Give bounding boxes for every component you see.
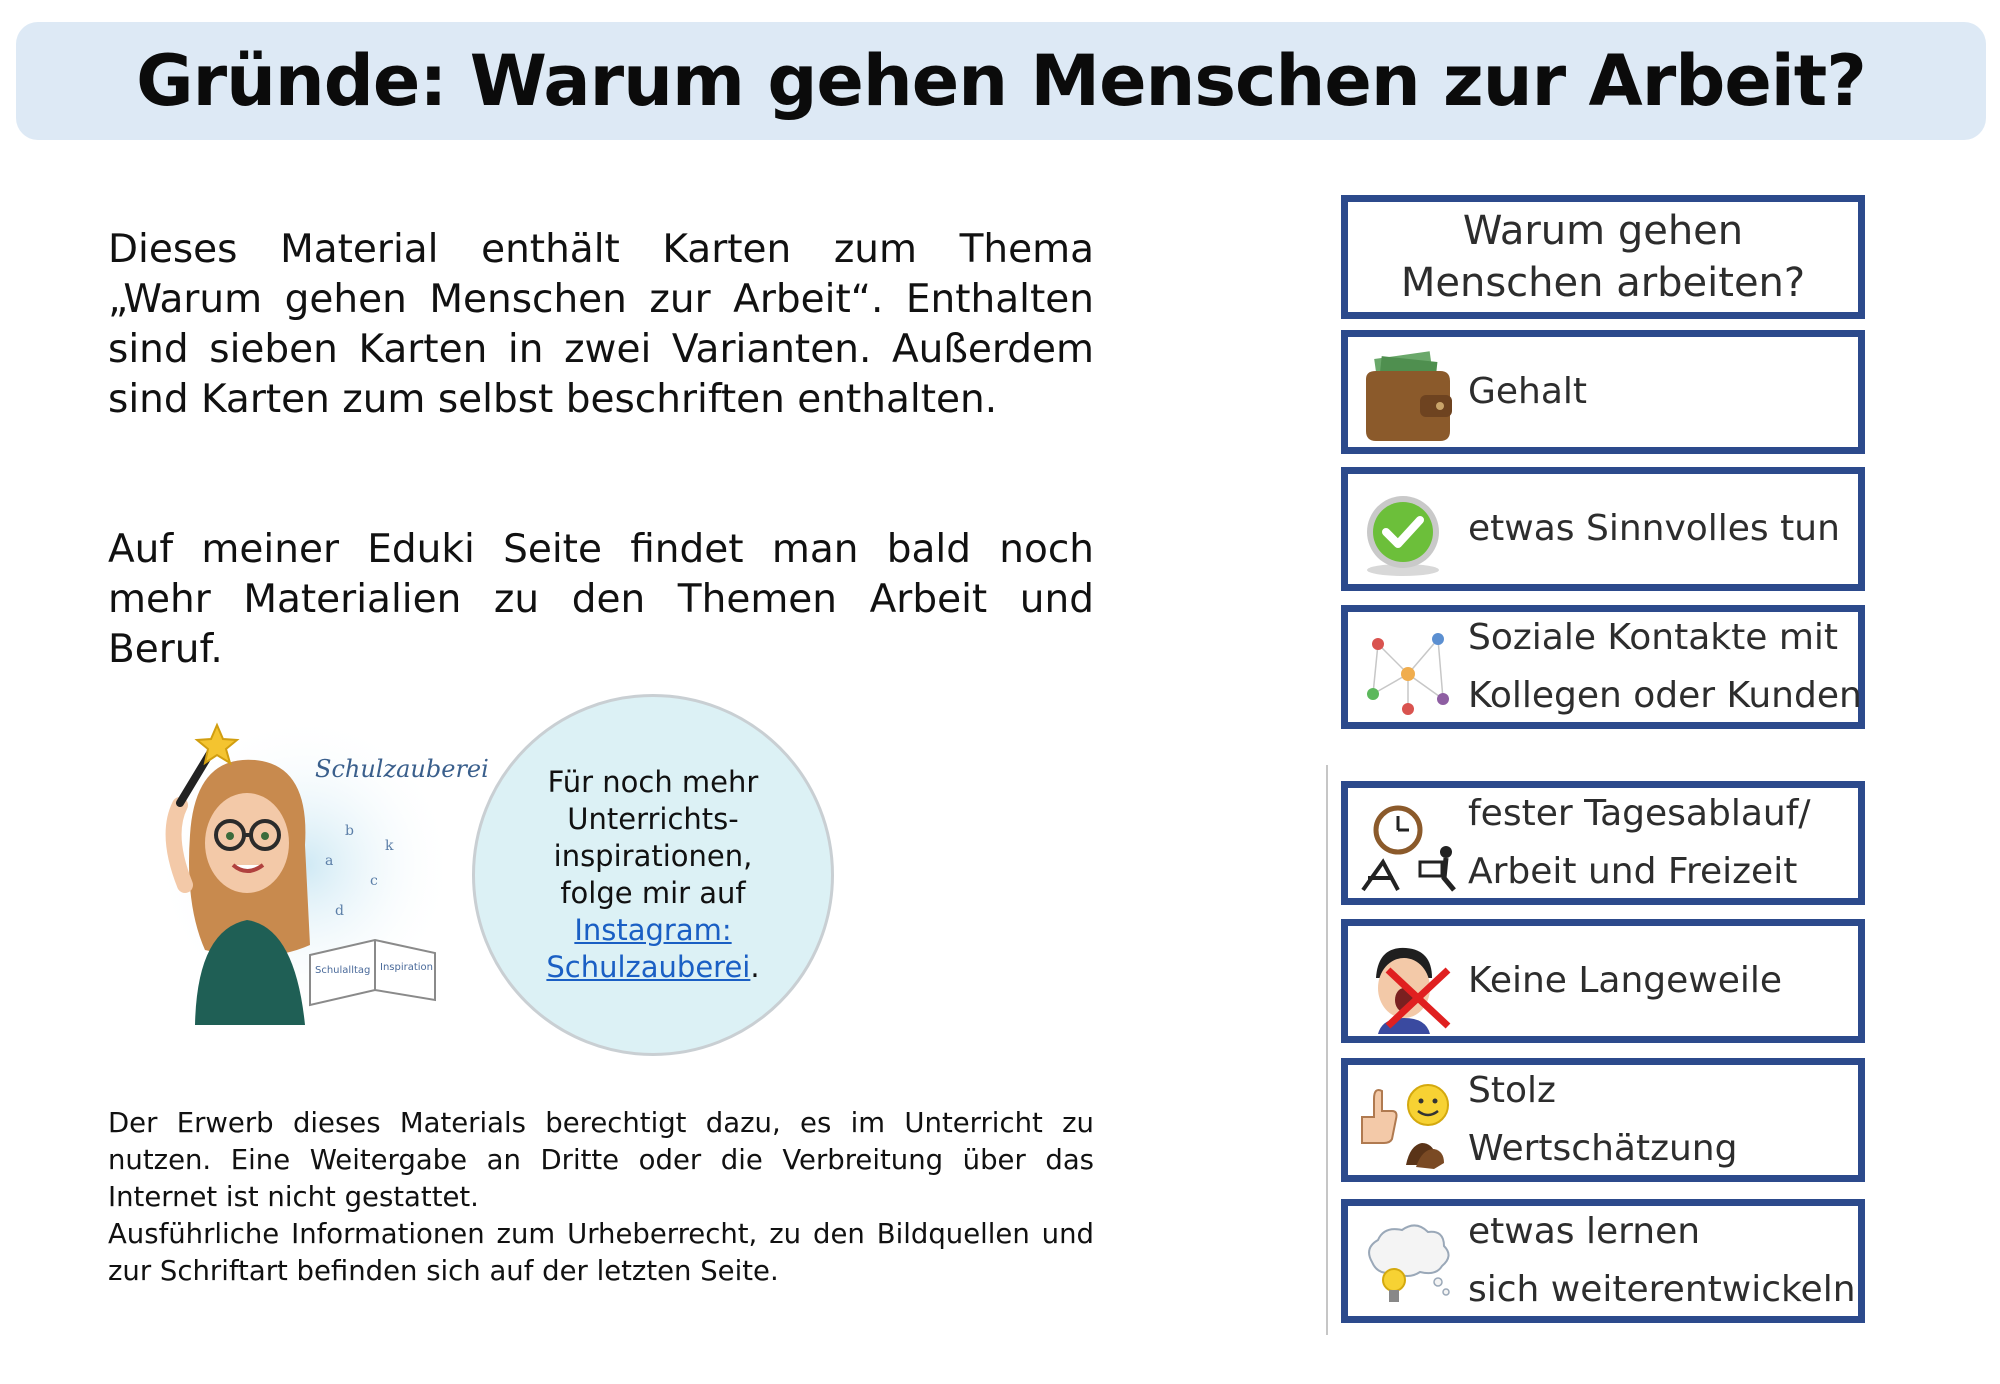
schulzauberei-link[interactable]: Schulzauberei — [546, 950, 751, 984]
column-divider — [1326, 765, 1328, 1335]
card-gehalt-label: Gehalt — [1468, 371, 1588, 412]
promo-line-3: inspirationen, — [553, 839, 753, 873]
schulzauberei-logo — [145, 715, 489, 1025]
checkmark-icon — [1358, 486, 1458, 582]
card-sozial-line-2: Kollegen oder Kunden — [1468, 675, 1862, 716]
card-stolz-line-1: Stolz — [1468, 1070, 1556, 1111]
card-lernen-line-1: etwas lernen — [1468, 1211, 1701, 1252]
card-langeweile-label: Keine Langeweile — [1468, 960, 1783, 1001]
svg-text:b: b — [345, 823, 354, 839]
svg-text:d: d — [335, 903, 344, 919]
legal-paragraph-2: Ausführliche Informationen zum Urheberrecht, zu den Bildquellen und zur Schriftart befinden sich auf der letzten Seite. — [108, 1218, 1094, 1287]
logo-text: Schulzauberei — [315, 755, 489, 783]
promo-dot: . — [750, 950, 760, 984]
card-stolz-line-2: Wertschätzung — [1468, 1128, 1738, 1169]
card-title-line-2: Menschen arbeiten? — [1400, 260, 1806, 306]
legal-notice — [108, 1105, 1094, 1290]
thumbs-up-icon — [1358, 1077, 1458, 1173]
intro-text — [108, 225, 1094, 425]
card-tagesablauf-line-2: Arbeit und Freizeit — [1468, 851, 1798, 892]
card-title-line-1: Warum gehen — [1462, 208, 1744, 254]
card-stolz — [1341, 1058, 1865, 1182]
intro-paragraph-1: Dieses Material enthält Karten zum Thema „Warum gehen Menschen zur Arbeit“. Enthalten sind sieben Karten in zwei Varianten. Außerdem sind Karten zum selbst beschriften enthalten. — [108, 227, 1094, 422]
yawning-face-icon — [1358, 938, 1458, 1034]
card-sinnvoll-label: etwas Sinnvolles tun — [1468, 508, 1840, 549]
card-lernen-line-2: sich weiterentwickeln — [1468, 1269, 1856, 1310]
page-header — [16, 22, 1986, 140]
card-tagesablauf — [1341, 781, 1865, 905]
promo-line-2: Unterrichts- — [567, 802, 739, 836]
promo-line-1: Für noch mehr — [547, 765, 759, 799]
svg-text:a: a — [325, 853, 334, 869]
promo-line-4: folge mir auf — [560, 876, 746, 910]
lightbulb-icon — [1358, 1218, 1458, 1314]
svg-text:Inspiration: Inspiration — [380, 962, 434, 973]
card-lernen — [1341, 1199, 1865, 1323]
svg-text:Schulalltag: Schulalltag — [315, 965, 371, 976]
svg-text:c: c — [370, 873, 378, 889]
card-tagesablauf-line-1: fester Tagesablauf/ — [1468, 793, 1811, 834]
card-sozial-line-1: Soziale Kontakte mit — [1468, 617, 1839, 658]
card-langeweile — [1341, 919, 1865, 1043]
clock-icon — [1358, 800, 1458, 896]
card-title — [1341, 195, 1865, 319]
card-sozial — [1341, 605, 1865, 729]
card-sinnvoll — [1341, 467, 1865, 591]
intro-text-2 — [108, 525, 1094, 675]
network-icon — [1358, 624, 1458, 720]
card-gehalt — [1341, 330, 1865, 454]
instagram-promo — [472, 694, 834, 1056]
svg-text:k: k — [385, 838, 394, 854]
legal-paragraph-1: Der Erwerb dieses Materials berechtigt dazu, es im Unterricht zu nutzen. Eine Weitergabe an Dritte oder die Verbreitung über das Internet ist nicht gestattet. — [108, 1107, 1094, 1213]
instagram-link[interactable]: Instagram: — [574, 913, 732, 947]
intro-paragraph-2: Auf meiner Eduki Seite findet man bald noch mehr Materialien zu den Themen Arbeit und Beruf. — [108, 527, 1094, 672]
page-title: Gründe: Warum gehen Menschen zur Arbeit? — [136, 40, 1866, 122]
wallet-icon — [1358, 349, 1458, 445]
